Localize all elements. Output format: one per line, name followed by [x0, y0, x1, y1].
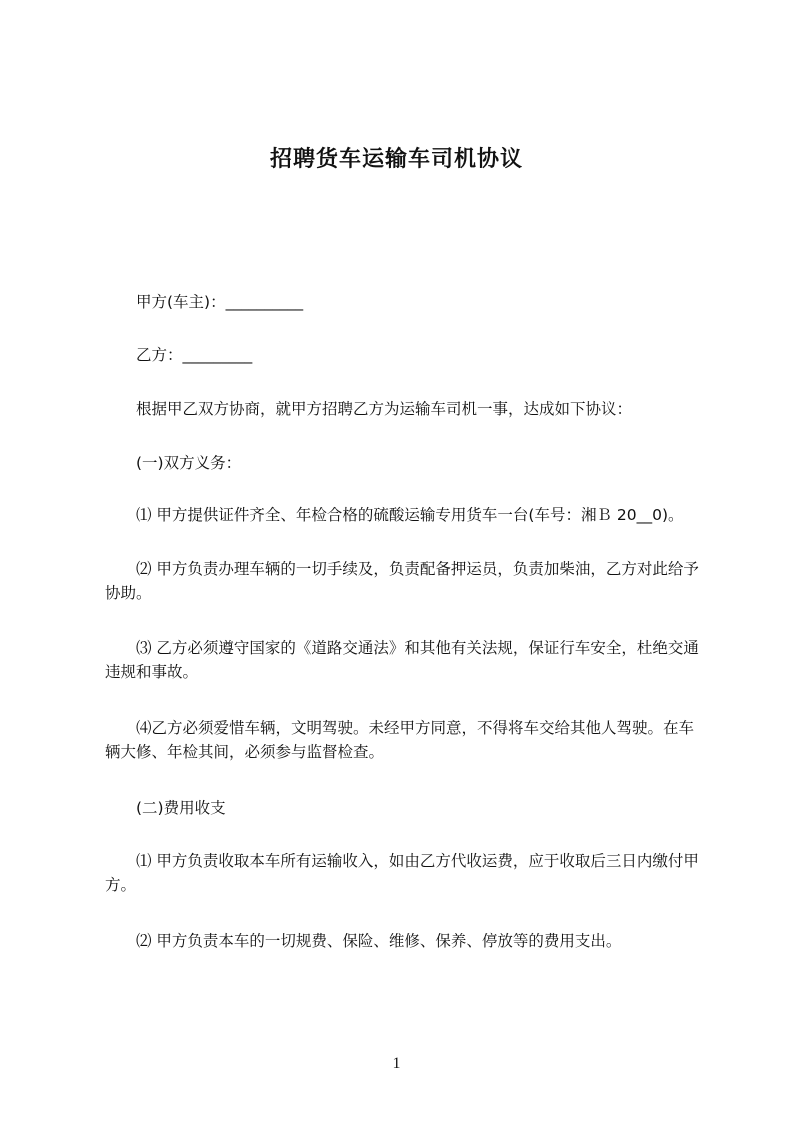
section2-heading: (二)费用收支 [136, 799, 226, 817]
section1-item-3: ⑶ 乙方必须遵守国家的《道路交通法》和其他有关法规，保证行车安全，杜绝交通违规和事故。 [105, 639, 699, 681]
section1-item-4: ⑷乙方必须爱惜车辆，文明驾驶。未经甲方同意，不得将车交给其他人驾驶。在车辆大修、年检其间，必须参与监督检查。 [105, 719, 695, 761]
section1-heading: (一)双方义务： [136, 454, 242, 472]
section2-item-2: ⑵ 甲方负责本车的一切规费、保险、维修、保养、停放等的费用支出。 [136, 932, 622, 950]
party-a-line: 甲方(车主)：__________ [136, 293, 304, 311]
section1-item-2: ⑵ 甲方负责办理车辆的一切手续及，负责配备押运员，负责加柴油，乙方对此给予协助。 [105, 560, 699, 602]
party-b-line: 乙方：_________ [136, 346, 253, 364]
section2-item-1: ⑴ 甲方负责收取本车所有运输收入，如由乙方代收运费，应于收取后三日内缴付甲方。 [105, 852, 699, 894]
intro-paragraph: 根据甲乙双方协商，就甲方招聘乙方为运输车司机一事，达成如下协议： [136, 400, 633, 418]
section1-item-1: ⑴ 甲方提供证件齐全、年检合格的硫酸运输专用货车一台(车号：湘Ｂ 20__0)。 [136, 506, 684, 524]
page-number: 1 [392, 1055, 401, 1072]
document-title: 招聘货车运输车司机协议 [269, 147, 523, 172]
